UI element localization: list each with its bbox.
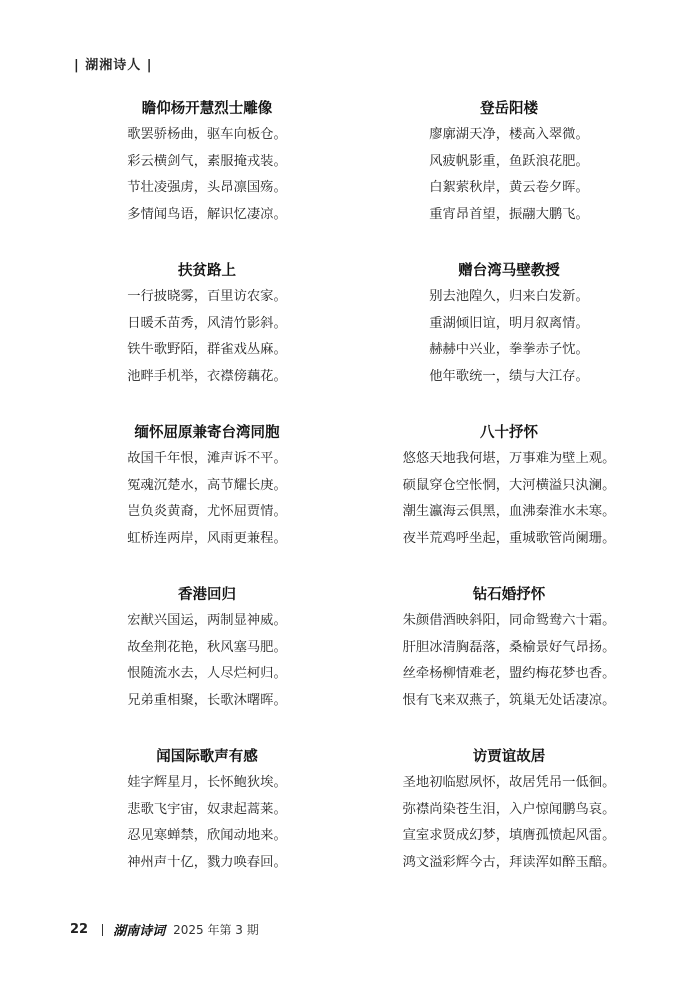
poem-title: 香港回归 bbox=[178, 586, 236, 603]
poem-line: 岂负炎黄裔，尤怀屈贾情。 bbox=[127, 504, 287, 519]
poem-line: 丝牵杨柳情难老，盟约梅花梦也香。 bbox=[402, 666, 616, 681]
poem-line: 故国千年恨，滩声诉不平。 bbox=[127, 451, 287, 466]
poem-line: 别去池隍久，归来白发新。 bbox=[429, 289, 589, 304]
poem-line: 神州声十亿，戮力唤春回。 bbox=[127, 854, 287, 870]
poem bbox=[92, 420, 322, 582]
poem bbox=[92, 582, 322, 744]
poem bbox=[389, 96, 629, 258]
poem-line: 铁牛歌野陌，群雀戏丛麻。 bbox=[127, 342, 287, 357]
poem-title: 闻国际歌声有感 bbox=[156, 748, 258, 765]
poem-line: 故垒荆花艳，秋风塞马肥。 bbox=[127, 639, 287, 655]
footer-divider bbox=[102, 924, 103, 936]
poem bbox=[389, 744, 629, 906]
poem-line: 潮生瀛海云俱黑，血沸秦淮水未寒。 bbox=[402, 504, 616, 519]
poem bbox=[389, 258, 629, 420]
poem-line: 日暖禾苗秀，风清竹影斜。 bbox=[127, 315, 287, 331]
poem-title: 钻石婚抒怀 bbox=[472, 586, 546, 603]
poem-line: 肝胆冰清胸磊落，桑榆景好气昂扬。 bbox=[402, 639, 616, 655]
page-footer bbox=[70, 920, 259, 939]
magazine-logo: 湖南诗词 bbox=[113, 924, 166, 939]
poem-line: 朱颜借酒映斜阳，同命鸳鸯六十霜。 bbox=[402, 613, 616, 628]
poem-line: 多情闻鸟语，解识忆凄凉。 bbox=[127, 206, 287, 222]
poem-line: 他年歌统一，绩与大江存。 bbox=[429, 368, 589, 384]
poem-line: 忍见寒蝉禁，欣闻动地来。 bbox=[127, 828, 287, 843]
poem-line: 恨有飞来双燕子，筑巢无处话凄凉。 bbox=[402, 692, 616, 708]
poem-line: 弥襟尚染苍生泪，入户惊闻鹏鸟哀。 bbox=[402, 801, 616, 817]
poem-line: 白絮萦秋岸，黄云卷夕晖。 bbox=[429, 180, 589, 195]
poem-line: 宣室求贤成幻梦，填膺孤愤起风雷。 bbox=[402, 828, 616, 843]
poem-line: 兄弟重相聚，长歌沐曙晖。 bbox=[127, 692, 287, 708]
poem-line: 虹桥连两岸，风雨更兼程。 bbox=[127, 530, 287, 546]
poem-line: 鸿文溢彩辉今古，拜读浑如醉玉醅。 bbox=[402, 854, 616, 870]
poem bbox=[389, 420, 629, 582]
poem-line: 恨随流水去，人尽烂柯归。 bbox=[127, 666, 287, 681]
section-label: | 湖湘诗人 | bbox=[74, 58, 153, 73]
page-number: 22 bbox=[70, 922, 89, 937]
poem-line: 圣地初临慰夙怀，故居凭吊一低徊。 bbox=[402, 775, 616, 790]
poem-title: 缅怀屈原兼寄台湾同胞 bbox=[134, 424, 280, 441]
poem bbox=[389, 582, 629, 744]
poem bbox=[92, 744, 322, 906]
poem-line: 赫赫中兴业，拳拳赤子忱。 bbox=[429, 342, 589, 357]
poem-line: 娃字辉星月，长怀鲍狄埃。 bbox=[127, 775, 287, 790]
poem-title: 赠台湾马壁教授 bbox=[458, 262, 560, 279]
poem-line: 夜半荒鸡呼坐起，重城歌管尚阑珊。 bbox=[402, 530, 616, 546]
poem-line: 池畔手机举，衣襟傍藕花。 bbox=[127, 368, 287, 384]
poem-title: 八十抒怀 bbox=[480, 424, 538, 441]
right-column bbox=[389, 96, 629, 906]
poem-title: 访贾谊故居 bbox=[472, 748, 546, 765]
poem-line: 悠悠天地我何堪，万事难为壁上观。 bbox=[402, 451, 616, 466]
poem-line: 一行披晓雾，百里访农家。 bbox=[127, 289, 287, 304]
poem-line: 重宵昂首望，振翮大鹏飞。 bbox=[429, 206, 589, 222]
poem bbox=[92, 96, 322, 258]
poem-line: 歌罢骄杨曲，驱车向板仓。 bbox=[127, 127, 287, 142]
poem-line: 节壮凌强虏，头昂凛国殇。 bbox=[127, 180, 287, 195]
poem bbox=[92, 258, 322, 420]
left-column bbox=[92, 96, 322, 906]
poem-title: 登岳阳楼 bbox=[480, 100, 538, 117]
poem-title: 扶贫路上 bbox=[178, 262, 236, 279]
poem-line: 风疲帆影重，鱼跃浪花肥。 bbox=[429, 153, 589, 169]
poem-line: 硕鼠穿仓空怅惘，大河横溢只汍澜。 bbox=[402, 477, 616, 493]
poem-line: 宏猷兴国运，两制显神威。 bbox=[127, 613, 287, 628]
issue-label: 2025 年第 3 期 bbox=[173, 923, 259, 937]
poem-line: 悲歌飞宇宙，奴隶起蒿莱。 bbox=[127, 801, 287, 817]
poem-line: 重湖倾旧谊，明月叙离情。 bbox=[429, 315, 589, 331]
poem-line: 廖廓湖天净，楼高入翠微。 bbox=[429, 127, 589, 142]
poem-line: 冤魂沉楚水，高节耀长庚。 bbox=[127, 477, 287, 493]
poem-title: 瞻仰杨开慧烈士雕像 bbox=[141, 100, 273, 117]
poem-line: 彩云横剑气，素服掩戎装。 bbox=[127, 153, 287, 169]
